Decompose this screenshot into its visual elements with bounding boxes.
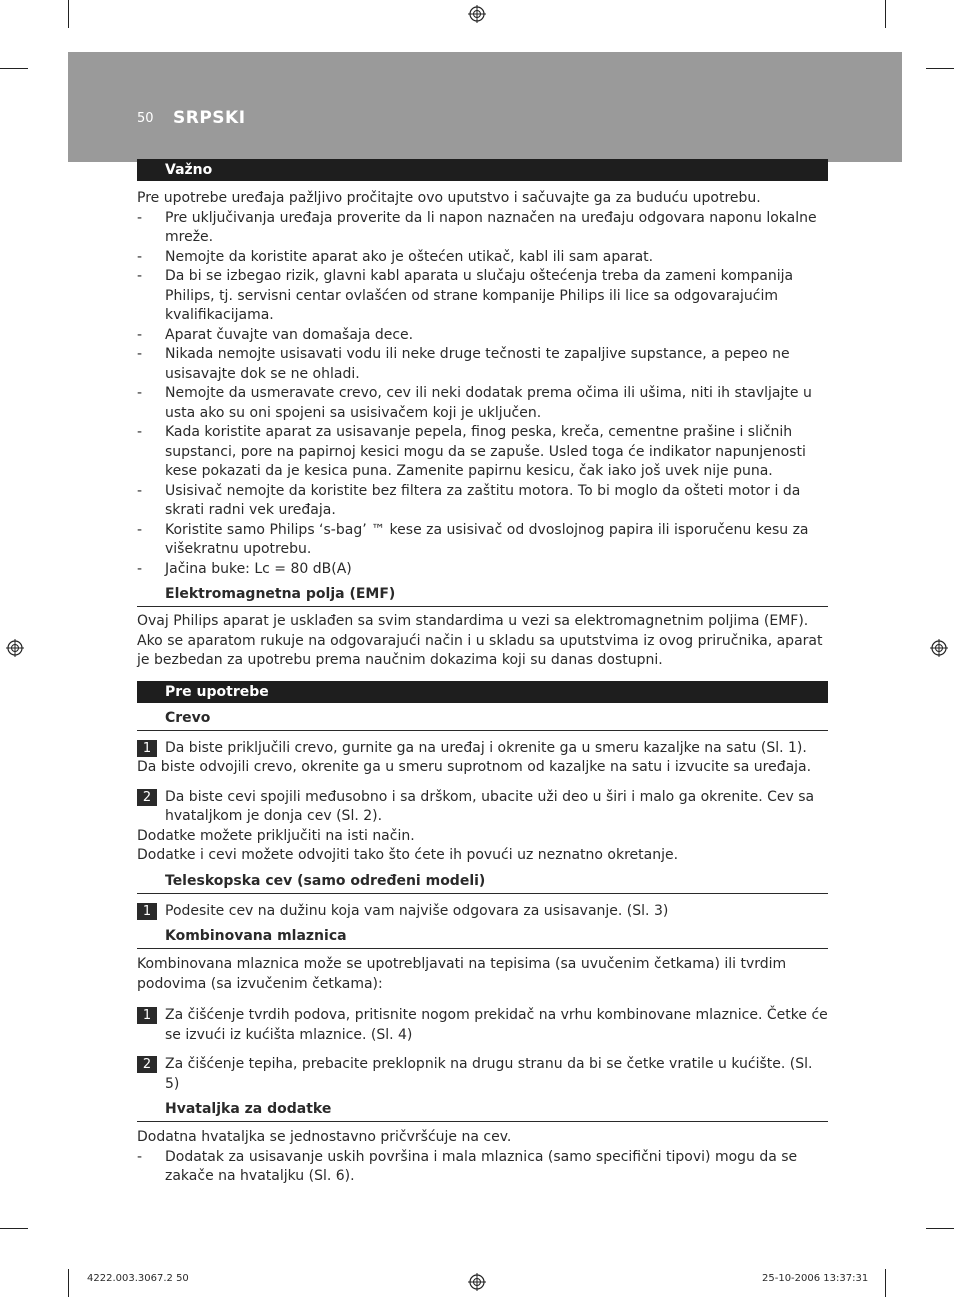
list-item: - Kada koristite aparat za usisavanje pepela, finog peska, kreča, cementne prašine i sličnih supstanci, pore na papirnoj kesici mogu da se zapuše. Usled toga će indikator napunjenosti kese pokazati da je kesica puna. Zamenite papirnu kesicu, čak iako još uvek nije puna. (137, 423, 828, 482)
list-item: - Pre uključivanja uređaja proverite da li napon naznačen na uređaju odgovara naponu lokalne mreže. (137, 209, 828, 248)
step-item (137, 788, 828, 827)
step-text: Za čišćenje tvrdih podova, pritisnite nogom prekidač na vrhu kombinovane mlaznice. Četke će se izvući iz kućišta mlaznice. (Sl. 4) (165, 1007, 828, 1043)
list-item: - Aparat čuvajte van domašaja dece. (137, 326, 828, 346)
step-text: Da biste cevi spojili međusobno i sa drškom, ubacite uži deo u širi i malo ga okrenite. Cev sa hvataljkom je donja cev (Sl. 2). (165, 788, 815, 824)
crop-mark (68, 0, 69, 28)
intro-paragraph: Pre upotrebe uređaja pažljivo pročitajte ovo uputstvo i sačuvajte ga za buduću upotrebu. (137, 190, 761, 206)
step-note: Dodatke možete priključiti na isti način. (137, 827, 415, 844)
step-number: 2 (137, 1056, 157, 1073)
footer-document-code: 4222.003.3067.2 50 (87, 1273, 189, 1284)
section-heading-pre-upotrebe: Pre upotrebe (137, 681, 828, 703)
header-band (68, 52, 902, 162)
subheading-hvataljka: Hvataljka za dodatke (137, 1100, 828, 1122)
step-note: Da biste odvojili crevo, okrenite ga u smeru suprotnom od kazaljke na satu i izvucite sa uređaja. (137, 759, 812, 775)
crop-mark (926, 1228, 954, 1229)
step-item (137, 1006, 828, 1045)
registration-mark-icon (6, 639, 24, 657)
language-title: SRPSKI (173, 108, 246, 128)
step-item (137, 1055, 828, 1094)
crop-mark (926, 68, 954, 69)
subheading-teleskopska-cev: Teleskopska cev (samo određeni modeli) (137, 872, 828, 894)
list-item: - Usisivač nemojte da koristite bez filtera za zaštitu motora. To bi moglo da ošteti motor i da skrati radni vek uređaja. (137, 482, 828, 521)
step-number: 1 (137, 1007, 157, 1024)
step-text: Podesite cev na dužinu koja vam najviše odgovara za usisavanje. (Sl. 3) (165, 902, 669, 919)
crop-mark (0, 1228, 28, 1229)
step-note: Dodatke i cevi možete odvojiti tako što ćete ih povući uz neznatno okretanje. (137, 847, 679, 863)
registration-mark-icon (468, 1273, 486, 1291)
page-content (137, 157, 828, 1187)
crop-mark (68, 1269, 69, 1297)
list-item: - Nikada nemojte usisavati vodu ili neke druge tečnosti te zapaljive supstance, a pepeo ne usisavajte dok se ne ohladi. (137, 345, 828, 384)
footer-timestamp: 25-10-2006 13:37:31 (762, 1273, 869, 1284)
registration-mark-icon (930, 639, 948, 657)
list-item: - Nemojte da koristite aparat ako je oštećen utikač, kabl ili sam aparat. (137, 248, 828, 268)
intro-paragraph: Kombinovana mlaznica može se upotrebljavati na tepisima (sa uvučenim četkama) ili tvrdim podovima (sa izvučenim četkama): (137, 956, 787, 992)
subheading-emf: Elektromagnetna polja (EMF) (137, 585, 828, 607)
list-item: - Da bi se izbegao rizik, glavni kabl aparata u slučaju oštećenja treba da zameni kompanija Philips, tj. servisni centar ovlašćen od strane kompanije Philips ili lice sa odgovarajućim kvalifikacijama. (137, 267, 828, 326)
accessory-list (137, 1148, 828, 1187)
step-number: 1 (137, 740, 157, 757)
step-text: Da biste priključili crevo, gurnite ga na uređaj i okrenite ga u smeru kazaljke na satu (Sl. 1). (165, 739, 807, 756)
subheading-crevo: Crevo (137, 709, 828, 731)
step-number: 1 (137, 903, 157, 920)
crop-mark (885, 1269, 886, 1297)
registration-mark-icon (468, 5, 486, 23)
emf-paragraph: Ovaj Philips aparat je usklađen sa svim standardima u vezi sa elektromagnetnim poljima (EMF). Ako se aparatom rukuje na odgovarajući način i u skladu sa uputstvima iz ovog priručnika, aparat je bezbedan za upotrebu prema naučnim dokazima koji su danas dostupni. (137, 613, 823, 668)
step-text: Za čišćenje tepiha, prebacite preklopnik na drugu stranu da bi se četke vratile u kućište. (Sl. 5) (165, 1056, 813, 1092)
list-item: - Jačina buke: Lc = 80 dB(A) (137, 560, 828, 580)
step-item (137, 902, 828, 922)
subheading-kombinovana-mlaznica: Kombinovana mlaznica (137, 927, 828, 949)
step-number: 2 (137, 789, 157, 806)
crop-mark (0, 68, 28, 69)
list-item: - Koristite samo Philips ‘s-bag’ ™ kese za usisivač od dvoslojnog papira ili isporučenu kesu za višekratnu upotrebu. (137, 521, 828, 560)
section-heading-vazno: Važno (137, 159, 828, 181)
step-item (137, 739, 828, 759)
crop-mark (885, 0, 886, 28)
warnings-list (137, 209, 828, 580)
page-number: 50 (137, 111, 154, 126)
intro-paragraph: Dodatna hvataljka se jednostavno pričvršćuje na cev. (137, 1129, 512, 1145)
list-item: - Nemojte da usmeravate crevo, cev ili neki dodatak prema očima ili ušima, niti ih stavljajte u usta ako su oni spojeni sa usisivačem koji je uključen. (137, 384, 828, 423)
list-item: - Dodatak za usisavanje uskih površina i mala mlaznica (samo specifični tipovi) mogu da se zakače na hvataljku (Sl. 6). (137, 1148, 828, 1187)
